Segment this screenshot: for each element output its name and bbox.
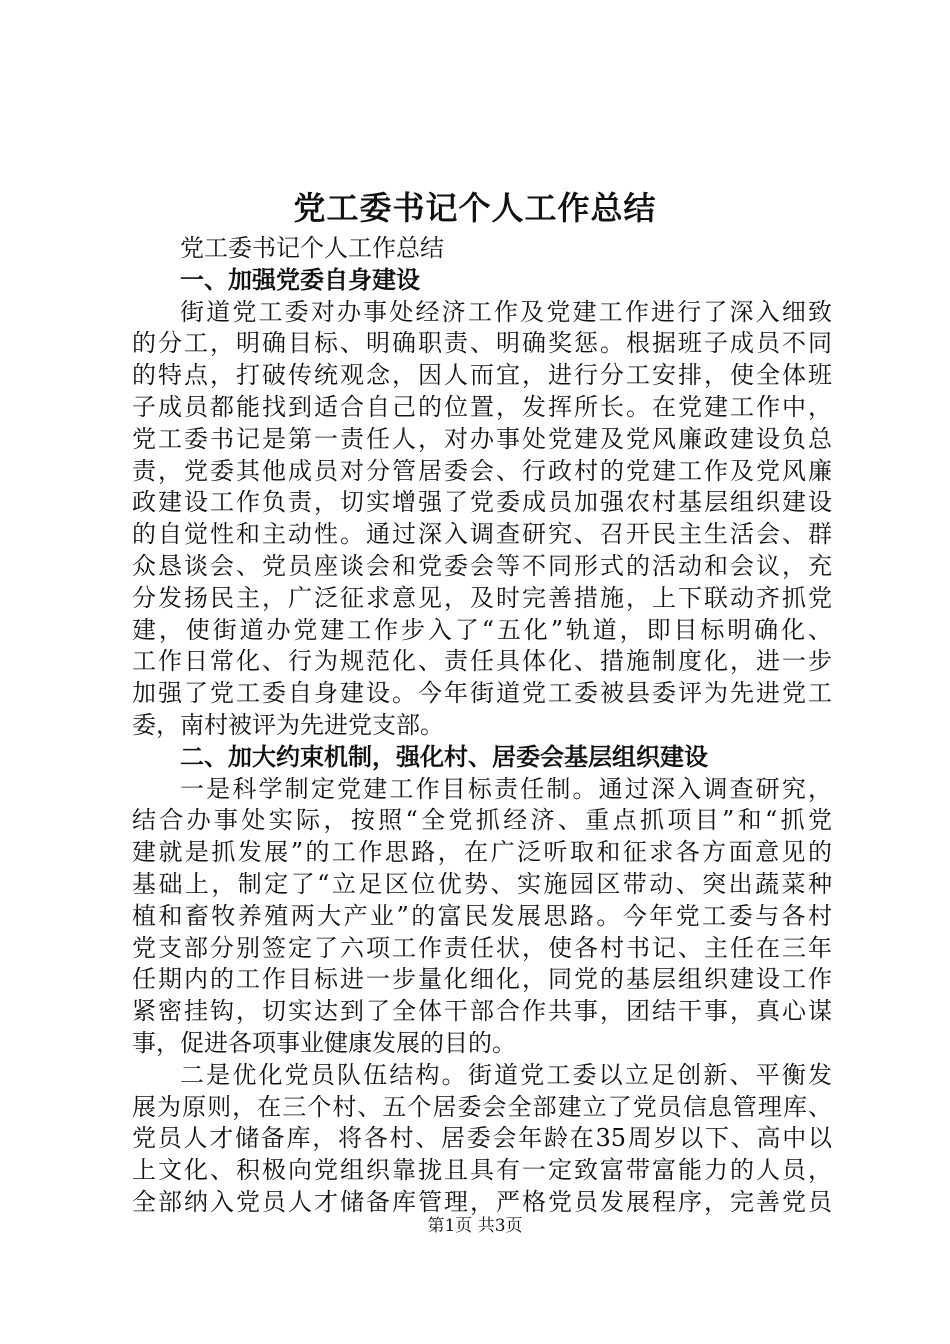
- paragraph-1: [132, 297, 832, 742]
- paragraph-line: 街道党工委对办事处经济工作及党建工作进行了深入细致: [180, 297, 832, 326]
- paragraph-2: [132, 774, 832, 1060]
- paragraph-line: 上文化、积极向党组织靠拢且具有一定致富带富能力的人员，: [132, 1156, 832, 1185]
- paragraph-line: 任期内的工作目标进一步量化细化，同党的基层组织建设工作: [132, 965, 832, 994]
- paragraph-3: [132, 1060, 832, 1219]
- paragraph-line: 党支部分别签定了六项工作责任状，使各村书记、主任在三年: [132, 933, 832, 962]
- paragraph-line: 众恳谈会、党员座谈会和党委会等不同形式的活动和会议，充: [132, 551, 832, 580]
- paragraph-line: 建，使街道办党建工作步入了“五化”轨道，即目标明确化、: [132, 615, 832, 644]
- paragraph-line: 建就是抓发展”的工作思路，在广泛听取和征求各方面意见的: [132, 838, 832, 867]
- paragraph-line: 工作日常化、行为规范化、责任具体化、措施制度化，进一步: [132, 647, 832, 676]
- paragraph-line: 一是科学制定党建工作目标责任制。通过深入调查研究，: [180, 774, 832, 803]
- paragraph-line: 二是优化党员队伍结构。街道党工委以立足创新、平衡发: [180, 1060, 832, 1089]
- paragraph-line: 植和畜牧养殖两大产业”的富民发展思路。今年党工委与各村: [132, 901, 832, 930]
- document-title: 党工委书记个人工作总结: [293, 189, 657, 227]
- page-footer: 第1页 共3页: [427, 1216, 523, 1236]
- paragraph-line: 全部纳入党员人才储备库管理，严格党员发展程序，完善党员: [132, 1187, 832, 1216]
- paragraph-line: 的特点，打破传统观念，因人而宜，进行分工安排，使全体班: [132, 361, 832, 390]
- section-heading-2: 二、加大约束机制，强化村、居委会基层组织建设: [180, 742, 708, 771]
- paragraph-line: 展为原则，在三个村、五个居委会全部建立了党员信息管理库、: [132, 1092, 832, 1121]
- paragraph-line: 政建设工作负责，切实增强了党委成员加强农村基层组织建设: [132, 488, 832, 517]
- paragraph-line: 事，促进各项事业健康发展的目的。: [132, 1028, 516, 1057]
- paragraph-line: 加强了党工委自身建设。今年街道党工委被县委评为先进党工: [132, 679, 832, 708]
- paragraph-line: 基础上，制定了“立足区位优势、实施园区带动、突出蔬菜种: [132, 869, 832, 898]
- paragraph-line: 的分工，明确目标、明确职责、明确奖惩。根据班子成员不同: [132, 329, 832, 358]
- document-subtitle: 党工委书记个人工作总结: [180, 234, 444, 262]
- paragraph-line: 责，党委其他成员对分管居委会、行政村的党建工作及党风廉: [132, 456, 832, 485]
- paragraph-line: 结合办事处实际，按照“全党抓经济、重点抓项目”和“抓党: [132, 806, 832, 835]
- paragraph-line: 子成员都能找到适合自己的位置，发挥所长。在党建工作中，: [132, 392, 832, 421]
- document-body: [132, 233, 832, 1219]
- paragraph-line: 的自觉性和主动性。通过深入调查研究、召开民主生活会、群: [132, 520, 832, 549]
- section-heading-1: 一、加强党委自身建设: [180, 265, 420, 294]
- paragraph-line: 分发扬民主，广泛征求意见，及时完善措施，上下联动齐抓党: [132, 583, 832, 612]
- paragraph-line: 党工委书记是第一责任人，对办事处党建及党风廉政建设负总: [132, 424, 832, 453]
- paragraph-line: 紧密挂钩，切实达到了全体干部合作共事，团结干事，真心谋: [132, 997, 832, 1026]
- paragraph-line: 党员人才储备库，将各村、居委会年龄在35周岁以下、高中以: [132, 1124, 832, 1153]
- paragraph-line: 委，南村被评为先进党支部。: [132, 710, 444, 739]
